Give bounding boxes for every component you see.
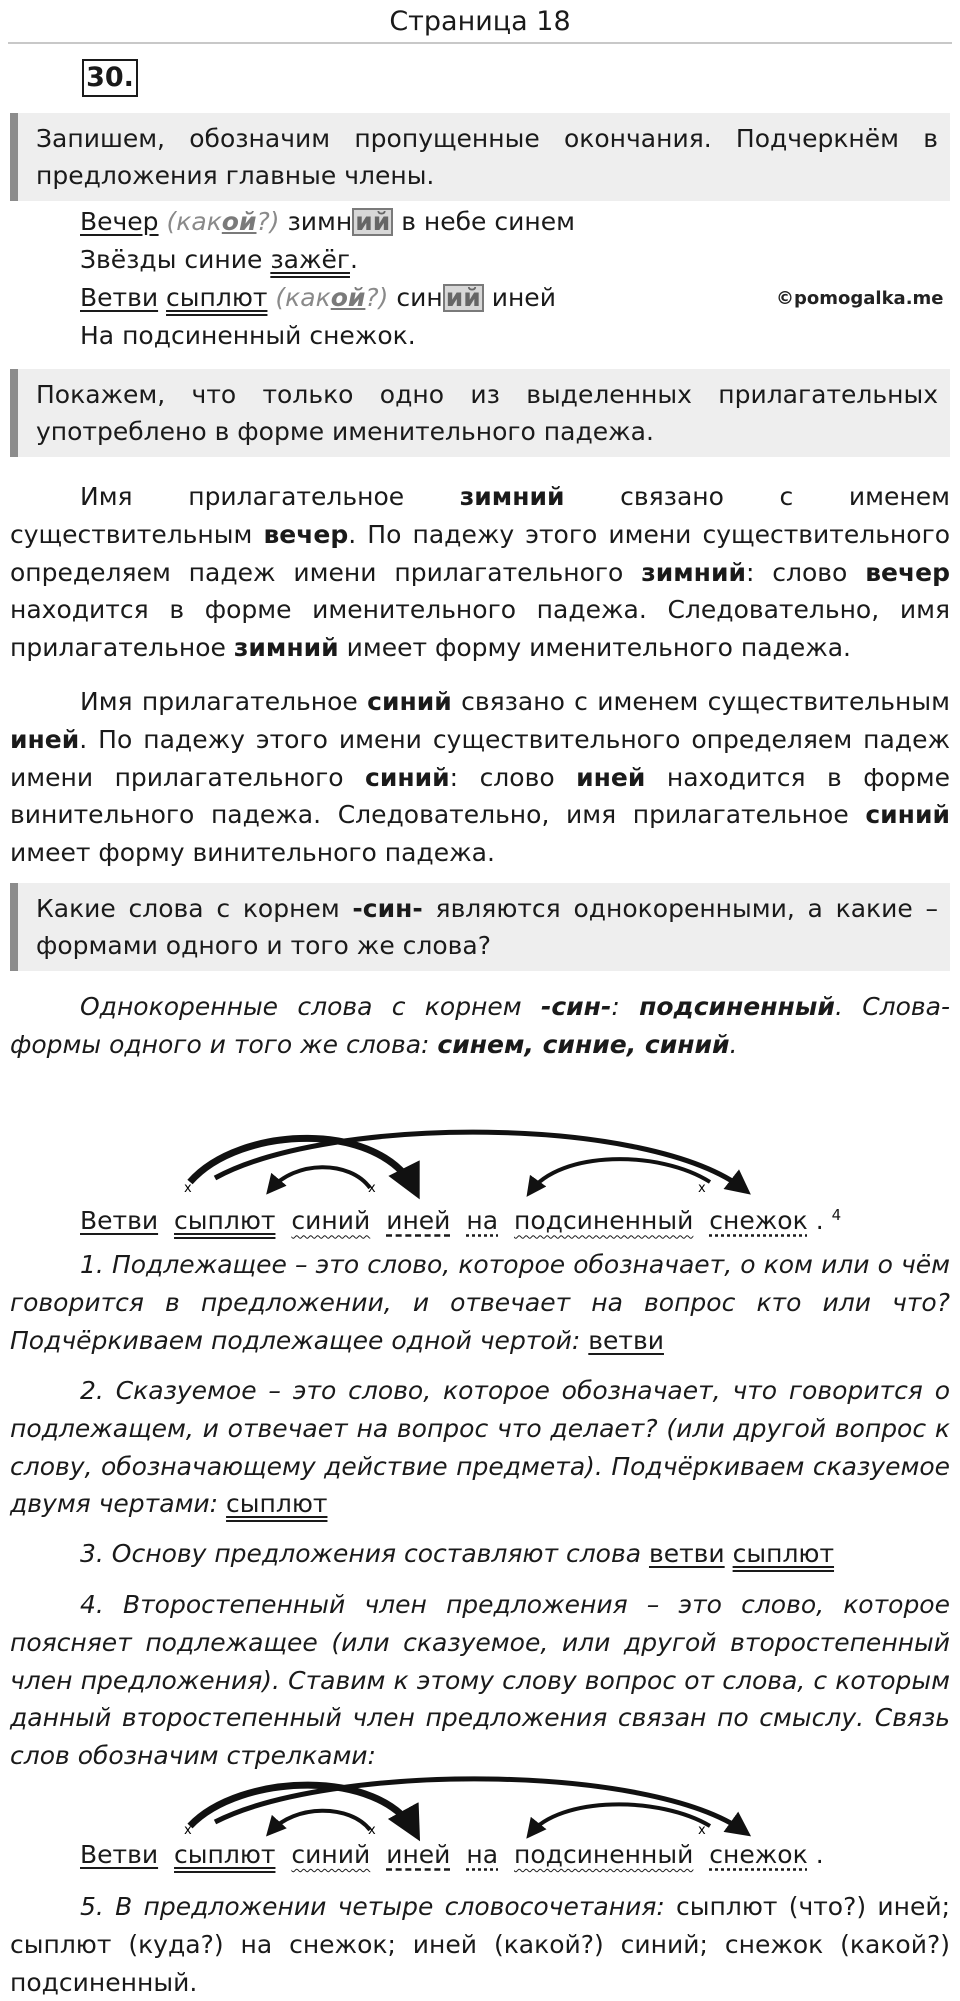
predicate: сыплют bbox=[174, 1206, 276, 1236]
arc-mark: x bbox=[698, 1181, 706, 1196]
arc-mark: x bbox=[368, 1181, 376, 1196]
item-4: 4. Второстепенный член предложения – это слово, которое поясняет подлежащее (или сказуемое, или другой второстепенный член предложения). Ставим к этому слову вопрос от слова, с которым данный второстепенный член предложения связан по смыслу. Связь слов обозначим стрелками: bbox=[10, 1590, 950, 1771]
adverbial: снежок bbox=[709, 1840, 808, 1869]
subject-word: Ветви bbox=[80, 283, 159, 312]
parsed-sentence-1: Ветви сыплют синий иней на подсиненный снежок . $^4$ bbox=[80, 1206, 842, 1236]
paragraph-2: Имя прилагательное синий связано с именем существительным иней. По падежу этого имени существительного определяем падеж имени прилагательного синий: слово иней находится в форме винительного падежа. Следовательно, имя прилагательное синий имеет форму винительного падежа. bbox=[10, 687, 950, 868]
adjective: зимн ий bbox=[287, 207, 393, 236]
adverbial: на bbox=[466, 1840, 499, 1869]
task-text-1: Запишем, обозначим пропущенные окончания. Подчеркнём в предложения главные члены. bbox=[36, 124, 938, 190]
task-block-1 bbox=[10, 113, 950, 201]
task-block-2 bbox=[10, 369, 950, 457]
subject: Ветви bbox=[80, 1206, 159, 1236]
question: (какой?) bbox=[275, 283, 389, 312]
arc-mark: x bbox=[184, 1181, 192, 1196]
ending-box: ий bbox=[352, 208, 393, 236]
object: иней bbox=[386, 1206, 451, 1236]
task-block-3: Какие слова с корнем -син- являются однокоренными, а какие – формами одного и того же слова? bbox=[10, 883, 950, 971]
predicate: сыплют bbox=[174, 1840, 276, 1869]
subject: Ветви bbox=[80, 1840, 159, 1869]
parsed-sentence-2: Ветви сыплют синий иней на подсиненный снежок . bbox=[80, 1840, 824, 1869]
exercise-number: 30. bbox=[82, 59, 138, 97]
object: иней bbox=[386, 1840, 451, 1869]
adverbial: на bbox=[466, 1206, 499, 1236]
subject-word: Вечер bbox=[80, 207, 159, 236]
adverbial: снежок bbox=[709, 1206, 808, 1236]
item-1: 1. Подлежащее – это слово, которое обозначает, о ком или о чём говорится в предложении, и отвечает на вопрос кто или что? Подчёркиваем подлежащее одной чертой: ветви bbox=[10, 1250, 950, 1355]
page-header bbox=[8, 0, 952, 44]
poem bbox=[80, 203, 575, 355]
arc-mark: x bbox=[698, 1823, 706, 1838]
modifier: синий bbox=[291, 1840, 371, 1869]
question: (какой?) bbox=[166, 207, 280, 236]
footnote-mark: 4 bbox=[831, 1206, 842, 1224]
adjective: син ий bbox=[396, 283, 483, 312]
predicate-word: сыплют bbox=[166, 283, 268, 312]
page-title: Страница 18 bbox=[389, 6, 571, 37]
watermark: ©pomogalka.me bbox=[776, 288, 944, 309]
item-2: 2. Сказуемое – это слово, которое обозначает, что говорится о подлежащем, и отвечает на вопрос что делает? (или другой вопрос к слову, обозначающему действие предмета). Подчёркиваем сказуемое двумя чертами: сыплют bbox=[10, 1376, 950, 1519]
connection-arrows-1 bbox=[0, 1120, 960, 1210]
paragraph-1: Имя прилагательное зимний связано с именем существительным вечер. По падежу этого имени существительного определяем падеж имени прилагательного зимний: слово вечер находится в форме именительного падежа. Следовательно, имя прилагательное зимний имеет форму именительного падежа. bbox=[10, 482, 951, 663]
modifier: подсиненный bbox=[514, 1840, 694, 1869]
paragraph-3: Однокоренные слова с корнем -син-: подсиненный. Слова-формы одного и того же слова: синем, синие, синий. bbox=[10, 992, 950, 1059]
poem-line-4: На подсиненный снежок. bbox=[80, 321, 416, 350]
ending-box: ий bbox=[443, 284, 484, 312]
task-text-2: Покажем, что только одно из выделенных прилагательных употреблено в форме именительного падежа. bbox=[36, 380, 938, 446]
arc-mark: x bbox=[368, 1823, 376, 1838]
item-3: 3. Основу предложения составляют слова ветви сыплют bbox=[80, 1539, 835, 1568]
predicate-word: зажёг bbox=[270, 245, 350, 274]
poem-line-2: Звёзды синие зажёг. bbox=[80, 245, 358, 274]
connection-arrows-2 bbox=[0, 1768, 960, 1848]
modifier: подсиненный bbox=[514, 1206, 694, 1236]
poem-line-3: Ветви сыплют (какой?) син ий иней bbox=[80, 283, 556, 312]
item-5: 5. В предложении четыре словосочетания: сыплют (что?) иней; сыплют (куда?) на снежок; иней (какой?) синий; снежок (какой?) подсиненный. bbox=[10, 1892, 950, 1997]
poem-line-1: Вечер (какой?) зимн ий в небе синем bbox=[80, 207, 575, 236]
arc-mark: x bbox=[184, 1823, 192, 1838]
modifier: синий bbox=[291, 1206, 371, 1236]
